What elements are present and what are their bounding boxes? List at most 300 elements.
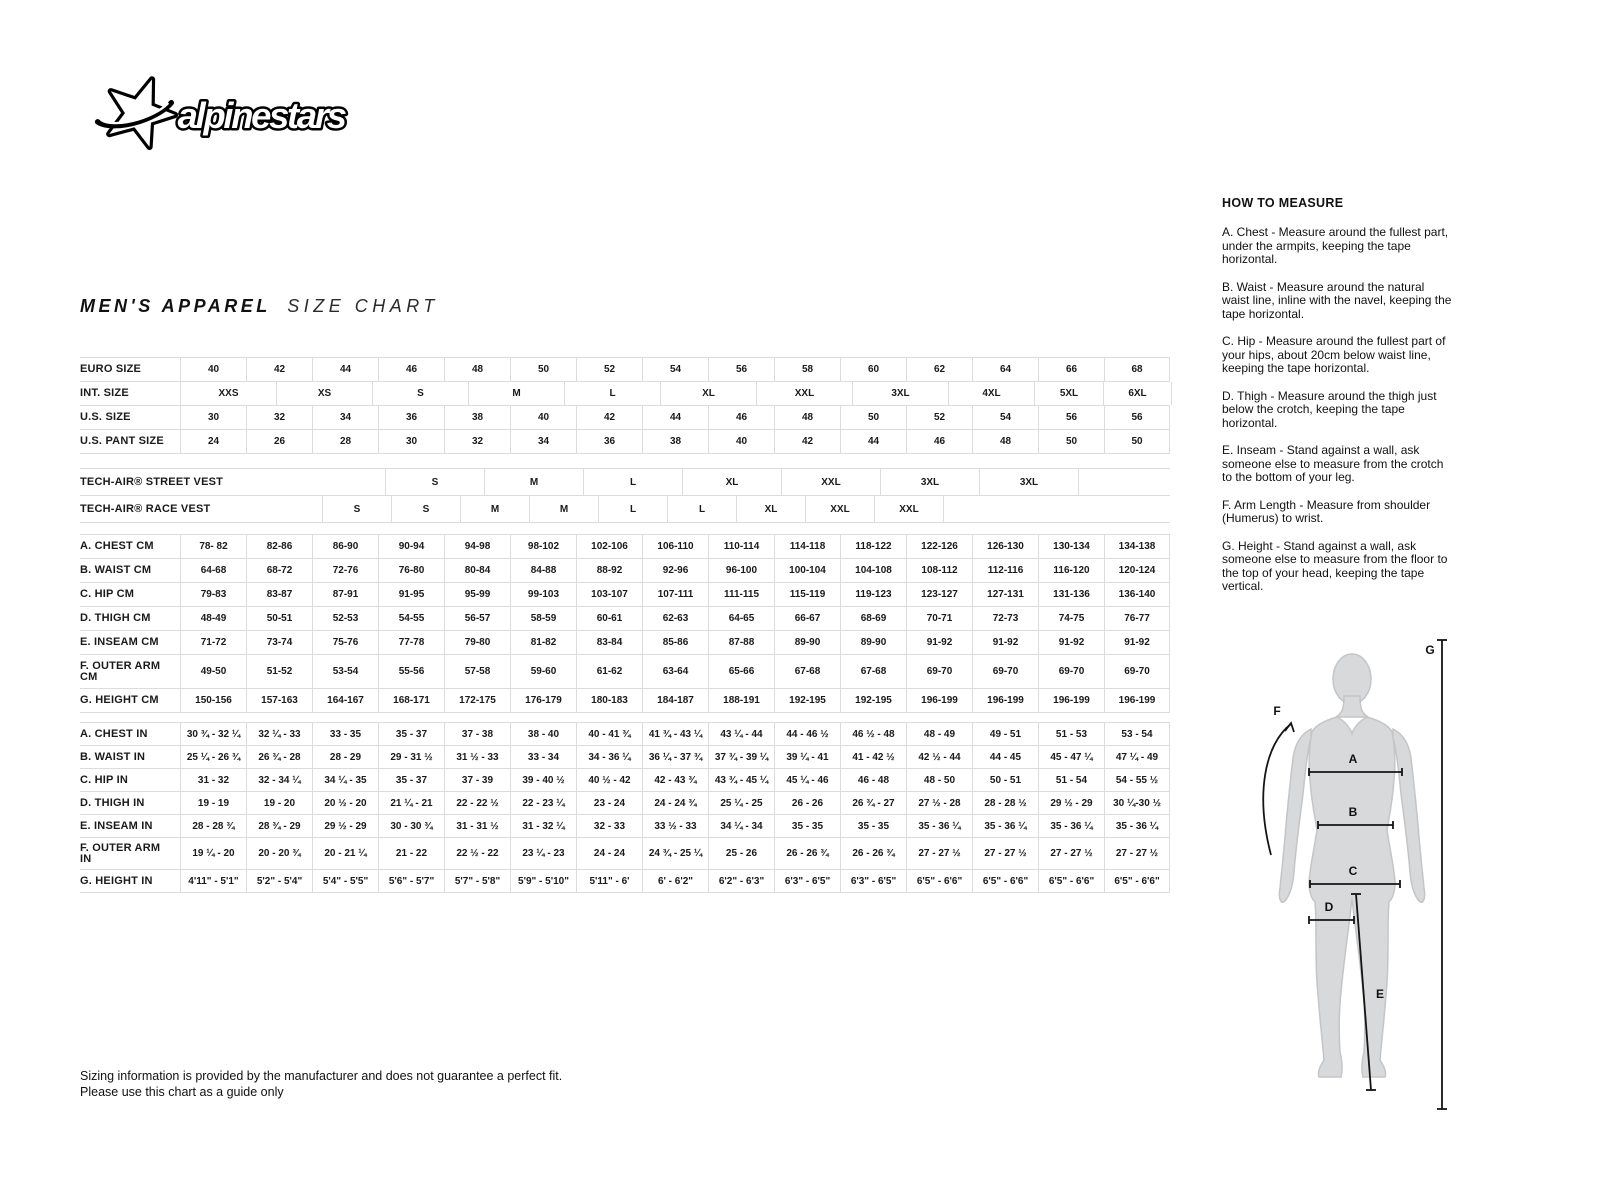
table-row [80, 358, 1170, 382]
size-cell: 5'4" - 5'5" [312, 870, 378, 892]
size-cell: 91-92 [906, 631, 972, 654]
size-cell: 130-134 [1038, 535, 1104, 558]
size-cell: 48 [774, 406, 840, 429]
size-cell: 40 [708, 430, 774, 453]
size-cell: 48 [444, 358, 510, 381]
size-cell: 55-56 [378, 655, 444, 688]
measure-paragraph-chest: A. Chest - Measure around the fullest part, under the armpits, keeping the tape horizontal. [1222, 225, 1449, 266]
size-cell: 35 - 35 [840, 815, 906, 837]
table-row [80, 689, 1170, 713]
size-cell: 69-70 [1104, 655, 1170, 688]
size-cell: 34 [312, 406, 378, 429]
size-cell: 54-55 [378, 607, 444, 630]
size-cell: 32 [444, 430, 510, 453]
size-cell: 110-114 [708, 535, 774, 558]
size-cell: 62 [906, 358, 972, 381]
size-cell: 122-126 [906, 535, 972, 558]
size-cell: 6'3" - 6'5" [840, 870, 906, 892]
size-cell: 53-54 [312, 655, 378, 688]
size-cell: 52 [906, 406, 972, 429]
size-cell: 46 [378, 358, 444, 381]
size-cell: 27 - 27 ½ [972, 838, 1038, 869]
size-cell: 67-68 [840, 655, 906, 688]
size-cell: 33 - 34 [510, 746, 576, 768]
size-cell: 34 - 36 ¼ [576, 746, 642, 768]
table-row [80, 559, 1170, 583]
size-cell: 35 - 36 ¼ [1104, 815, 1170, 837]
size-cell: 31 ½ - 33 [444, 746, 510, 768]
size-cell: 176-179 [510, 689, 576, 712]
size-cell: 63-64 [642, 655, 708, 688]
size-cell: 30 - 30 ¾ [378, 815, 444, 837]
size-cell: 119-123 [840, 583, 906, 606]
size-cell: 35 - 37 [378, 723, 444, 745]
measure-heading: HOW TO MEASURE [1222, 196, 1344, 210]
size-cell: 112-116 [972, 559, 1038, 582]
size-cell: 131-136 [1038, 583, 1104, 606]
size-cell: 30 [378, 430, 444, 453]
size-cell: 22 ½ - 22 [444, 838, 510, 869]
size-cell: XL [660, 382, 756, 405]
size-cell: 4XL [948, 382, 1034, 405]
size-cell: 19 ¼ - 20 [180, 838, 246, 869]
row-label: INT. SIZE [80, 387, 129, 399]
size-cell: 68 [1104, 358, 1170, 381]
size-cell: 196-199 [1104, 689, 1170, 712]
figure-label-arm: F [1273, 704, 1281, 718]
size-cell: S [385, 469, 484, 495]
size-cell: 82-86 [246, 535, 312, 558]
size-cell: 58 [774, 358, 840, 381]
size-cell: 150-156 [180, 689, 246, 712]
row-label: E. INSEAM CM [80, 636, 159, 648]
size-cell: 44 [642, 406, 708, 429]
table-row [80, 870, 1170, 893]
size-cell: 23 ¼ - 23 [510, 838, 576, 869]
size-cell: 64-65 [708, 607, 774, 630]
size-cell: XL [736, 496, 805, 522]
table-row [80, 469, 1170, 496]
size-cell: 39 ¼ - 41 [774, 746, 840, 768]
row-label: G. HEIGHT IN [80, 874, 153, 887]
size-cell: 43 ¾ - 45 ¼ [708, 769, 774, 791]
size-cell: 29 ½ - 29 [312, 815, 378, 837]
size-cell: 68-69 [840, 607, 906, 630]
size-cell: 6'5" - 6'6" [1104, 870, 1170, 892]
row-end-filler [943, 496, 1170, 522]
table-section-header [80, 357, 1170, 454]
size-cell: 53 - 54 [1104, 723, 1170, 745]
size-cell: 98-102 [510, 535, 576, 558]
size-cell: 6'2" - 6'3" [708, 870, 774, 892]
size-cell: 28 - 28 ¾ [180, 815, 246, 837]
row-label: U.S. PANT SIZE [80, 435, 164, 447]
size-cell: 107-111 [642, 583, 708, 606]
size-cell: 106-110 [642, 535, 708, 558]
size-cell: 32 [246, 406, 312, 429]
size-cell: 32 - 34 ¼ [246, 769, 312, 791]
size-cell: 180-183 [576, 689, 642, 712]
size-cell: 42 [576, 406, 642, 429]
row-label: F. OUTER ARM CM [80, 659, 161, 683]
size-cell: 91-92 [1104, 631, 1170, 654]
alpinestars-logo [82, 70, 357, 150]
size-cell: 20 ½ - 20 [312, 792, 378, 814]
size-cell: 27 - 27 ½ [1104, 838, 1170, 869]
size-cell: 96-100 [708, 559, 774, 582]
size-cell: 196-199 [1038, 689, 1104, 712]
disclaimer-line-2: Please use this chart as a guide only [80, 1085, 284, 1099]
size-cell: 26 - 26 [774, 792, 840, 814]
row-label: B. WAIST CM [80, 564, 152, 576]
size-cell: 184-187 [642, 689, 708, 712]
size-cell: 5'7" - 5'8" [444, 870, 510, 892]
size-cell: 24 - 24 ¾ [642, 792, 708, 814]
size-cell: 57-58 [444, 655, 510, 688]
row-label: TECH-AIR® RACE VEST [80, 502, 211, 515]
size-cell: 76-77 [1104, 607, 1170, 630]
size-cell: 69-70 [1038, 655, 1104, 688]
size-cell: 27 ½ - 28 [906, 792, 972, 814]
size-cell: 6XL [1103, 382, 1172, 405]
size-cell: 6'5" - 6'6" [972, 870, 1038, 892]
size-cell: XXL [781, 469, 880, 495]
table-row [80, 792, 1170, 815]
size-cell: 70-71 [906, 607, 972, 630]
size-cell: 64 [972, 358, 1038, 381]
size-cell: 64-68 [180, 559, 246, 582]
row-label: A. CHEST IN [80, 727, 148, 740]
size-cell: 39 - 40 ½ [510, 769, 576, 791]
size-cell: 22 - 23 ¼ [510, 792, 576, 814]
size-cell: 68-72 [246, 559, 312, 582]
size-cell: 104-108 [840, 559, 906, 582]
size-cell: 32 ¼ - 33 [246, 723, 312, 745]
size-cell: 49 - 51 [972, 723, 1038, 745]
size-cell: XXL [756, 382, 852, 405]
measure-paragraph-hip: C. Hip - Measure around the fullest part of your hips, about 20cm below waist line, keeping the tape horizontal. [1222, 334, 1446, 375]
table-row [80, 723, 1170, 746]
figure-right-arm [1393, 729, 1425, 902]
row-label: A. CHEST CM [80, 540, 154, 552]
size-cell: 40 - 41 ¾ [576, 723, 642, 745]
size-cell: 66 [1038, 358, 1104, 381]
size-cell: 28 - 29 [312, 746, 378, 768]
row-label: C. HIP IN [80, 773, 129, 786]
size-cell: 5'11" - 6' [576, 870, 642, 892]
size-cell: 56 [1104, 406, 1170, 429]
size-cell: 67-68 [774, 655, 840, 688]
size-cell: 36 ¼ - 37 ¾ [642, 746, 708, 768]
row-label: TECH-AIR® STREET VEST [80, 475, 224, 488]
size-cell: 157-163 [246, 689, 312, 712]
size-cell: 46 [708, 406, 774, 429]
size-cell: 42 [774, 430, 840, 453]
size-cell: 69-70 [972, 655, 1038, 688]
size-cell: 50 [1104, 430, 1170, 453]
size-cell: 42 [246, 358, 312, 381]
size-cell: 92-96 [642, 559, 708, 582]
size-cell: 19 - 19 [180, 792, 246, 814]
size-cell: M [529, 496, 598, 522]
size-cell: 74-75 [1038, 607, 1104, 630]
figure-label-hip: C [1348, 864, 1358, 878]
disclaimer-line-1: Sizing information is provided by the manufacturer and does not guarantee a perfect fit. [80, 1069, 563, 1083]
body-diagram [1225, 622, 1457, 1124]
size-cell: 91-92 [972, 631, 1038, 654]
size-cell: 60 [840, 358, 906, 381]
size-cell: 50 - 51 [972, 769, 1038, 791]
size-cell: 30 ¼-30 ½ [1104, 792, 1170, 814]
size-cell: 73-74 [246, 631, 312, 654]
size-cell: 48 [972, 430, 1038, 453]
size-cell: 108-112 [906, 559, 972, 582]
size-cell: 99-103 [510, 583, 576, 606]
size-cell: XS [276, 382, 372, 405]
size-cell: 72-76 [312, 559, 378, 582]
size-cell: 3XL [979, 469, 1078, 495]
size-cell: 28 ¾ - 29 [246, 815, 312, 837]
size-cell: 94-98 [444, 535, 510, 558]
size-cell: 31 - 31 ½ [444, 815, 510, 837]
size-cell: 80-84 [444, 559, 510, 582]
size-cell: 37 - 39 [444, 769, 510, 791]
size-cell: 172-175 [444, 689, 510, 712]
size-cell: M [484, 469, 583, 495]
size-cell: 69-70 [906, 655, 972, 688]
size-cell: 56-57 [444, 607, 510, 630]
size-table [80, 357, 1170, 893]
size-cell: 90-94 [378, 535, 444, 558]
size-cell: 21 ¼ - 21 [378, 792, 444, 814]
table-row [80, 746, 1170, 769]
size-cell: 35 - 36 ¼ [906, 815, 972, 837]
size-cell: 77-78 [378, 631, 444, 654]
logo-wordmark: alpinestars [177, 95, 345, 137]
size-cell: 72-73 [972, 607, 1038, 630]
size-cell: 6'3" - 6'5" [774, 870, 840, 892]
size-cell: 35 - 35 [774, 815, 840, 837]
table-row [80, 769, 1170, 792]
measure-paragraph-inseam: E. Inseam - Stand against a wall, ask someone else to measure from the crotch to the bottom of your leg. [1222, 443, 1444, 484]
size-cell: 3XL [880, 469, 979, 495]
size-cell: S [391, 496, 460, 522]
page-title-sub: SIZE CHART [287, 296, 439, 316]
size-cell: 192-195 [774, 689, 840, 712]
size-cell: 54 [642, 358, 708, 381]
size-cell: 36 [378, 406, 444, 429]
figure-label-inseam: E [1375, 987, 1385, 1001]
size-cell: 79-80 [444, 631, 510, 654]
size-cell: 56 [708, 358, 774, 381]
size-cell: 61-62 [576, 655, 642, 688]
size-cell: 36 [576, 430, 642, 453]
size-cell: 47 ¼ - 49 [1104, 746, 1170, 768]
size-cell: 123-127 [906, 583, 972, 606]
table-row [80, 631, 1170, 655]
size-cell: 40 [180, 358, 246, 381]
size-cell: 42 ½ - 44 [906, 746, 972, 768]
size-cell: 48 - 50 [906, 769, 972, 791]
size-cell: 5XL [1034, 382, 1103, 405]
size-cell: 78- 82 [180, 535, 246, 558]
size-cell: 34 ¼ - 35 [312, 769, 378, 791]
size-cell: 83-84 [576, 631, 642, 654]
size-cell: 28 - 28 ½ [972, 792, 1038, 814]
size-cell: 196-199 [972, 689, 1038, 712]
size-cell: 6' - 6'2" [642, 870, 708, 892]
size-cell: 34 ¼ - 34 [708, 815, 774, 837]
size-cell: 5'6" - 5'7" [378, 870, 444, 892]
size-cell: 116-120 [1038, 559, 1104, 582]
figure-label-chest: A [1348, 752, 1358, 766]
size-cell: 43 ¼ - 44 [708, 723, 774, 745]
size-cell: 35 - 36 ¼ [1038, 815, 1104, 837]
table-section-vest [80, 468, 1170, 523]
size-cell: 26 [246, 430, 312, 453]
row-label: E. INSEAM IN [80, 819, 153, 832]
size-cell: L [667, 496, 736, 522]
figure-label-waist: B [1348, 805, 1358, 819]
size-cell: 85-86 [642, 631, 708, 654]
size-cell: 91-95 [378, 583, 444, 606]
size-cell: S [322, 496, 391, 522]
size-cell: 56 [1038, 406, 1104, 429]
row-label: B. WAIST IN [80, 750, 146, 763]
page-title-main: MEN'S APPAREL [80, 296, 271, 316]
size-cell: 20 - 20 ¾ [246, 838, 312, 869]
size-cell: 46 - 48 [840, 769, 906, 791]
size-cell: 115-119 [774, 583, 840, 606]
size-cell: 27 - 27 ½ [1038, 838, 1104, 869]
size-cell: 71-72 [180, 631, 246, 654]
size-cell: 50 [1038, 430, 1104, 453]
size-cell: 37 - 38 [444, 723, 510, 745]
size-cell: 48-49 [180, 607, 246, 630]
size-cell: 188-191 [708, 689, 774, 712]
size-cell: XXS [180, 382, 276, 405]
size-cell: 22 - 22 ½ [444, 792, 510, 814]
size-cell: 3XL [852, 382, 948, 405]
size-cell: 5'2" - 5'4" [246, 870, 312, 892]
size-cell: 44 [840, 430, 906, 453]
size-cell: 6'5" - 6'6" [1038, 870, 1104, 892]
size-cell: 24 [180, 430, 246, 453]
size-cell: 41 - 42 ½ [840, 746, 906, 768]
size-cell: 46 ½ - 48 [840, 723, 906, 745]
size-cell: 54 - 55 ½ [1104, 769, 1170, 791]
size-cell: 30 ¾ - 32 ¼ [180, 723, 246, 745]
size-cell: 120-124 [1104, 559, 1170, 582]
size-cell: 26 ¾ - 28 [246, 746, 312, 768]
size-cell: 6'5" - 6'6" [906, 870, 972, 892]
how-to-measure [1222, 196, 1454, 608]
table-row [80, 583, 1170, 607]
size-cell: 31 - 32 [180, 769, 246, 791]
row-label: F. OUTER ARM IN [80, 841, 161, 865]
page-title [80, 296, 439, 317]
size-cell: 54 [972, 406, 1038, 429]
size-cell: 38 [642, 430, 708, 453]
size-cell: 62-63 [642, 607, 708, 630]
size-cell: 38 - 40 [510, 723, 576, 745]
size-cell: 76-80 [378, 559, 444, 582]
size-cell: 30 [180, 406, 246, 429]
table-row [80, 655, 1170, 689]
table-row [80, 838, 1170, 870]
table-section-cm [80, 534, 1170, 713]
table-section-in [80, 722, 1170, 893]
size-cell: 5'9" - 5'10" [510, 870, 576, 892]
size-cell: 44 [312, 358, 378, 381]
size-cell: 44 - 45 [972, 746, 1038, 768]
size-cell: 33 - 35 [312, 723, 378, 745]
size-cell: 111-115 [708, 583, 774, 606]
size-cell: 45 - 47 ¼ [1038, 746, 1104, 768]
size-cell: 48 - 49 [906, 723, 972, 745]
size-cell: 79-83 [180, 583, 246, 606]
size-cell: 24 ¾ - 25 ¼ [642, 838, 708, 869]
astar-icon [98, 79, 175, 146]
size-cell: 49-50 [180, 655, 246, 688]
size-cell: 51 - 54 [1038, 769, 1104, 791]
size-cell: 51-52 [246, 655, 312, 688]
size-cell: 50 [510, 358, 576, 381]
size-cell: 4'11" - 5'1" [180, 870, 246, 892]
size-cell: 83-87 [246, 583, 312, 606]
row-end-filler [1078, 469, 1170, 495]
size-cell: 164-167 [312, 689, 378, 712]
table-row [80, 382, 1170, 406]
size-cell: 32 - 33 [576, 815, 642, 837]
size-cell: 41 ¾ - 43 ¼ [642, 723, 708, 745]
size-cell: 21 - 22 [378, 838, 444, 869]
row-label: D. THIGH IN [80, 796, 145, 809]
row-label: G. HEIGHT CM [80, 694, 159, 706]
size-cell: 19 - 20 [246, 792, 312, 814]
table-row [80, 607, 1170, 631]
size-cell: 50 [840, 406, 906, 429]
figure-label-thigh: D [1324, 900, 1334, 914]
size-cell: 100-104 [774, 559, 840, 582]
size-cell: XXL [874, 496, 943, 522]
size-cell: 28 [312, 430, 378, 453]
size-cell: 86-90 [312, 535, 378, 558]
size-cell: XXL [805, 496, 874, 522]
measure-paragraph-waist: B. Waist - Measure around the natural waist line, inline with the navel, keeping the tape horizontal. [1222, 279, 1452, 321]
size-cell: 42 - 43 ¾ [642, 769, 708, 791]
size-cell: 27 - 27 ½ [906, 838, 972, 869]
size-cell: 89-90 [840, 631, 906, 654]
size-cell: 58-59 [510, 607, 576, 630]
size-cell: 192-195 [840, 689, 906, 712]
size-cell: 103-107 [576, 583, 642, 606]
size-cell: L [598, 496, 667, 522]
size-cell: 44 - 46 ½ [774, 723, 840, 745]
measure-paragraph-arm: F. Arm Length - Measure from shoulder (Humerus) to wrist. [1222, 497, 1431, 525]
size-cell: 52-53 [312, 607, 378, 630]
size-cell: 46 [906, 430, 972, 453]
size-cell: 118-122 [840, 535, 906, 558]
table-row [80, 535, 1170, 559]
row-label: U.S. SIZE [80, 411, 131, 423]
size-cell: 31 - 32 ¼ [510, 815, 576, 837]
measure-paragraph-height: G. Height - Stand against a wall, ask someone else to measure from the floor to the top of your head, keeping the tape vertical. [1222, 538, 1448, 593]
figure-torso-legs [1309, 717, 1395, 1077]
figure-label-height: G [1425, 643, 1435, 657]
size-cell: 33 ½ - 33 [642, 815, 708, 837]
measure-paragraph-thigh: D. Thigh - Measure around the thigh just below the crotch, keeping the tape horizontal. [1222, 388, 1437, 430]
